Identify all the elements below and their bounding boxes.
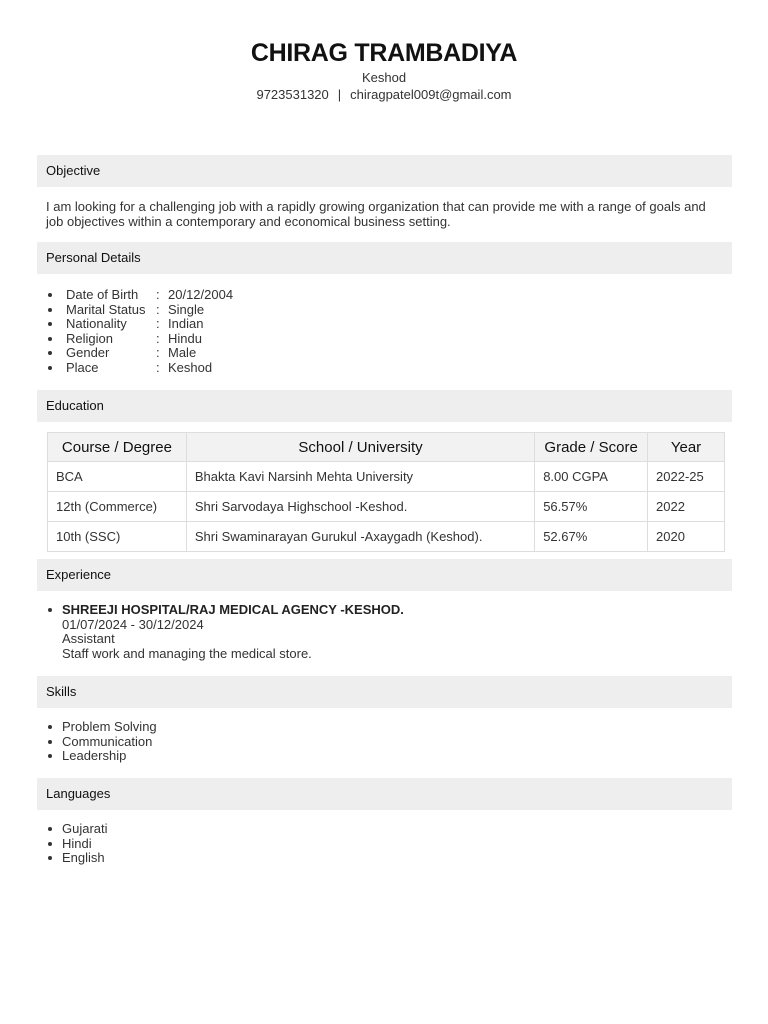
skill-item: Problem Solving [62, 719, 157, 734]
table-header-row [48, 433, 725, 462]
bullet-icon [46, 288, 66, 303]
experience-company: SHREEJI HOSPITAL/RAJ MEDICAL AGENCY -KESHOD. [62, 602, 404, 617]
resume-header [0, 0, 768, 104]
section-header-personal-details: Personal Details [37, 242, 732, 274]
detail-colon: : [156, 287, 160, 302]
list-item [46, 720, 157, 735]
candidate-city: Keshod [361, 70, 407, 85]
table-cell: Shri Swaminarayan Gurukul -Axaygadh (Keshod). [186, 522, 534, 552]
list-item [46, 822, 108, 837]
detail-label: Religion [66, 330, 113, 346]
experience-entry [46, 603, 404, 662]
personal-details-list [46, 288, 233, 375]
detail-value: Keshod [168, 359, 213, 375]
section-header-experience: Experience [37, 559, 732, 591]
list-item [46, 735, 157, 750]
list-item [46, 332, 233, 347]
contact-separator: | [337, 87, 342, 102]
list-item [46, 288, 233, 303]
list-item [46, 837, 108, 852]
section-header-objective: Objective [37, 155, 732, 187]
language-item: Hindi [62, 835, 92, 851]
table-cell: 8.00 CGPA [535, 462, 648, 492]
languages-list [46, 822, 108, 866]
table-cell: 2022 [648, 492, 725, 522]
list-item [46, 346, 233, 361]
column-header: Course / Degree [48, 433, 187, 462]
column-header: School / University [186, 433, 534, 462]
list-item [46, 317, 233, 332]
skills-list [46, 720, 157, 764]
contact-line [0, 86, 768, 104]
section-header-skills: Skills [37, 676, 732, 708]
table-row [48, 462, 725, 492]
detail-colon: : [156, 330, 160, 346]
experience-dates: 01/07/2024 - 30/12/2024 [62, 616, 204, 632]
bullet-icon [46, 317, 66, 332]
table-cell: BCA [48, 462, 187, 492]
table-cell: 12th (Commerce) [48, 492, 187, 522]
objective-text: I am looking for a challenging job with a rapidly growing organization that can provide me with a range of goals and job objectives within a contemporary and economical business setting. [46, 199, 706, 229]
detail-label: Gender [66, 345, 110, 360]
bullet-icon [46, 749, 62, 764]
column-header: Grade / Score [535, 433, 648, 462]
candidate-name: CHIRAG TRAMBADIYA [250, 39, 518, 67]
bullet-icon [46, 303, 66, 318]
detail-value: Male [168, 345, 197, 360]
bullet-icon [46, 851, 62, 866]
detail-value: Single [168, 301, 205, 317]
skill-item: Communication [62, 733, 153, 749]
detail-value: 20/12/2004 [168, 287, 234, 302]
list-item [46, 749, 157, 764]
bullet-icon [46, 837, 62, 852]
bullet-icon [46, 346, 66, 361]
bullet-icon [46, 822, 62, 837]
bullet-icon [46, 735, 62, 750]
education-table [47, 432, 725, 552]
table-cell: 52.67% [535, 522, 648, 552]
email-address: chiragpatel009t@gmail.com [350, 87, 512, 102]
table-row [48, 492, 725, 522]
bullet-icon [46, 720, 62, 735]
detail-value: Hindu [168, 330, 202, 346]
table-cell: 2022-25 [648, 462, 725, 492]
detail-colon: : [156, 359, 160, 375]
table-cell: Shri Sarvodaya Highschool -Keshod. [186, 492, 534, 522]
experience-description: Staff work and managing the medical store. [62, 646, 312, 662]
table-cell: 2020 [648, 522, 725, 552]
detail-label: Nationality [66, 316, 127, 331]
detail-label: Date of Birth [66, 287, 139, 302]
detail-value: Indian [168, 316, 204, 331]
bullet-icon [46, 332, 66, 347]
skill-item: Leadership [62, 748, 127, 764]
table-cell: Bhakta Kavi Narsinh Mehta University [186, 462, 534, 492]
list-item [46, 361, 233, 376]
detail-colon: : [156, 345, 160, 360]
section-header-languages: Languages [37, 778, 732, 810]
language-item: Gujarati [62, 821, 108, 836]
detail-colon: : [156, 301, 160, 317]
column-header: Year [648, 433, 725, 462]
phone-number: 9723531320 [256, 87, 329, 102]
detail-label: Marital Status [66, 301, 146, 317]
table-cell: 10th (SSC) [48, 522, 187, 552]
detail-colon: : [156, 316, 160, 331]
detail-label: Place [66, 359, 99, 375]
section-header-education: Education [37, 390, 732, 422]
bullet-icon [46, 603, 62, 662]
table-row [48, 522, 725, 552]
table-cell: 56.57% [535, 492, 648, 522]
bullet-icon [46, 361, 66, 376]
experience-role: Assistant [62, 631, 115, 647]
list-item [46, 851, 108, 866]
list-item [46, 303, 233, 318]
language-item: English [62, 850, 105, 866]
